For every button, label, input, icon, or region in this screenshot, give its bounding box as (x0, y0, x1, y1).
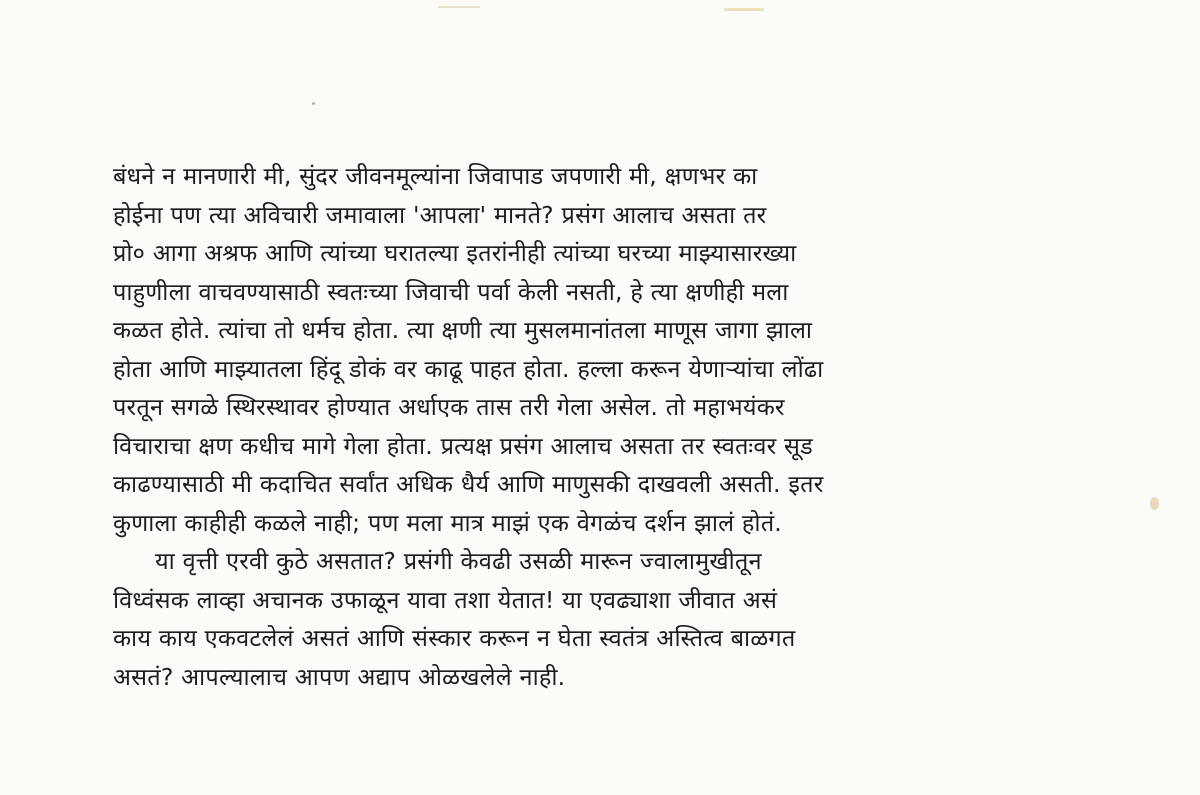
text-line: पाहुणीला वाचवण्यासाठी स्वतःच्या जिवाची पर्वा केली नसती, हे त्या क्षणीही मला (113, 277, 789, 306)
text-line: विचाराचा क्षण कधीच मागे गेला होता. प्रत्यक्ष प्रसंग आलाच असता तर स्वतःवर सूड (113, 431, 813, 460)
text-line: परतून सगळे स्थिरस्थावर होण्यात अर्धाएक तास तरी गेला असेल. तो महाभयंकर (113, 393, 785, 421)
paper-mark (438, 6, 480, 8)
text-line: काढण्यासाठी मी कदाचित सर्वांत अधिक धैर्य आणि माणुसकी दाखवली असती. इतर (113, 470, 824, 498)
text-line: विध्वंसक लाव्हा अचानक उफाळून यावा तशा येतात! या एवढ्याशा जीवात असं (113, 585, 778, 614)
text-line: असतं? आपल्यालाच आपण अद्याप ओळखलेले नाही. (113, 662, 566, 691)
text-line: कळत होते. त्यांचा तो धर्मच होता. त्या क्षणी त्या मुसलमानांतला माणूस जागा झाला (113, 316, 813, 344)
paper-speck (312, 102, 315, 105)
paper-mark (724, 8, 764, 11)
text-line: होता आणि माझ्यातला हिंदू डोकं वर काढू पाहत होता. हल्ला करून येणाऱ्यांचा लोंढा (113, 354, 824, 383)
paragraph-start-line: या वृत्ती एरवी कुठे असतात? प्रसंगी केवढी उसळी मारून ज्वालामुखीतून (155, 547, 762, 575)
text-line: कुणाला काहीही कळले नाही; पण मला मात्र माझं एक वेगळंच दर्शन झालं होतं. (113, 508, 782, 537)
text-line: होईना पण त्या अविचारी जमावाला 'आपला' मानते? प्रसंग आलाच असता तर (113, 200, 767, 229)
text-line: प्रो० आगा अश्रफ आणि त्यांच्या घरातल्या इतरांनीही त्यांच्या घरच्या माझ्यासारख्या (113, 239, 797, 267)
text-line: काय काय एकवटलेलं असतं आणि संस्कार करून न घेता स्वतंत्र अस्तित्व बाळगत (113, 624, 796, 652)
body-text (113, 157, 1033, 696)
text-line: बंधने न मानणारी मी, सुंदर जीवनमूल्यांना जिवापाड जपणारी मी, क्षणभर का (113, 162, 758, 190)
paper-stain (1150, 497, 1159, 510)
